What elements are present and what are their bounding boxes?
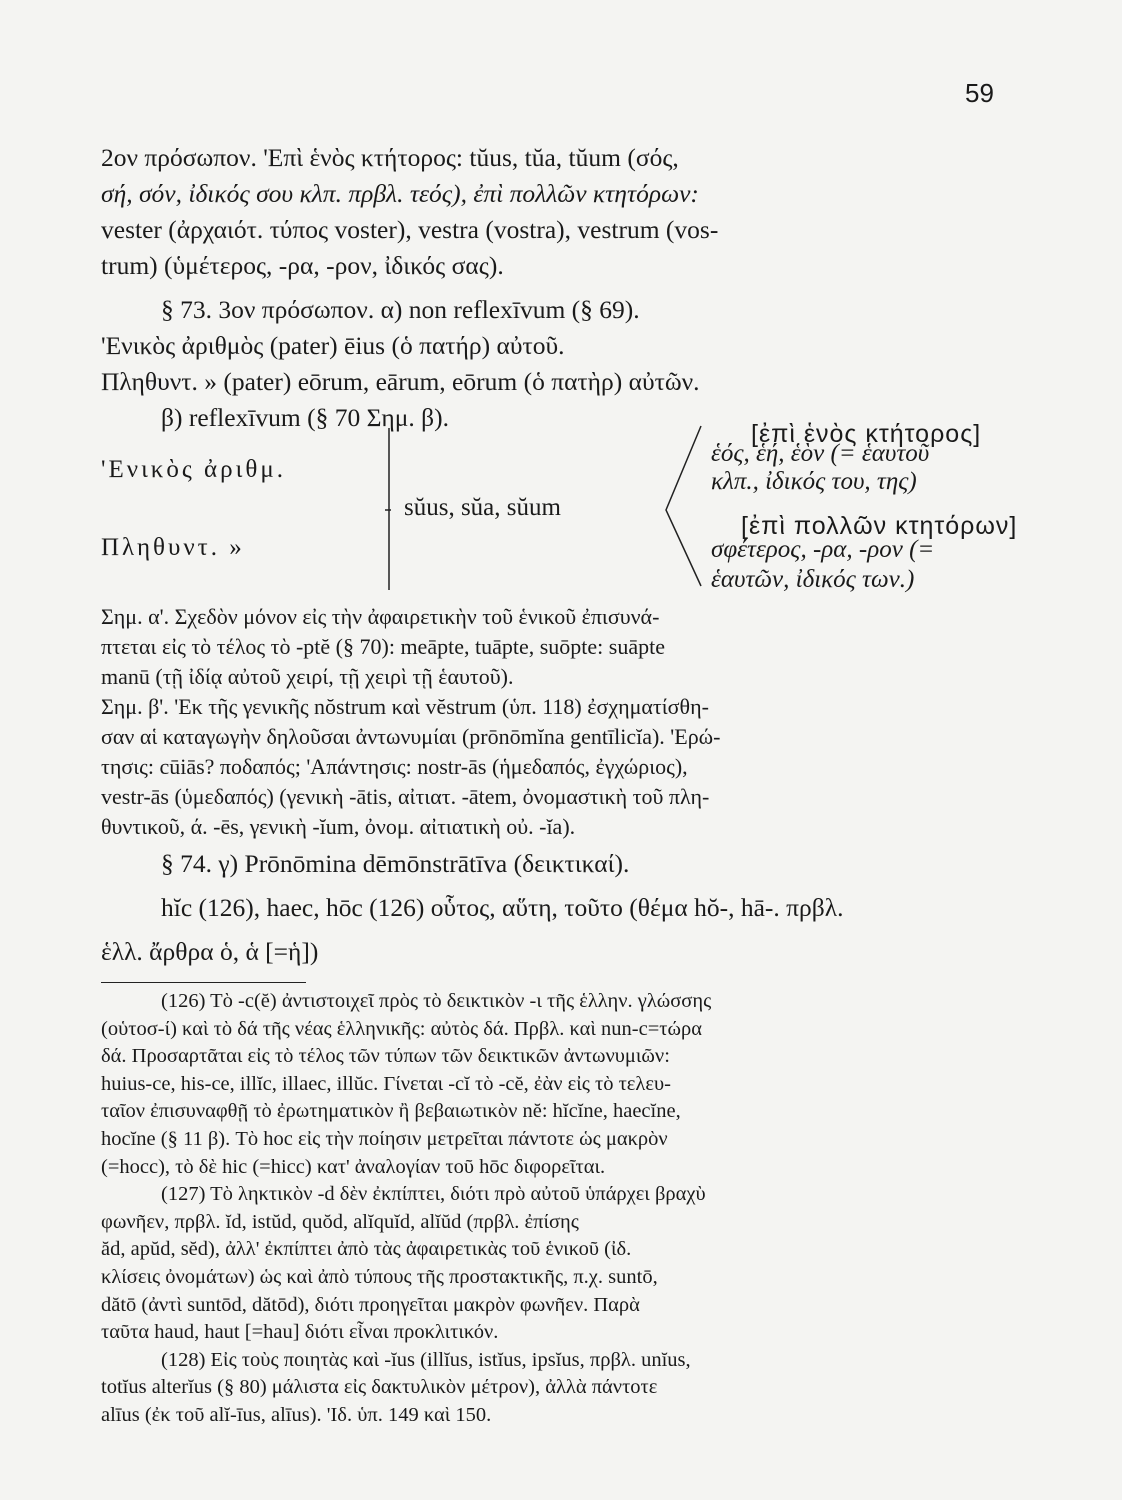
footnote-line: ταῦτα haud, haut [=hau] διότι εἶναι προκλιτικόν. [101,1321,499,1344]
footnote-line: totĭus alterĭus (§ 80) μάλιστα εἰς δακτυλικὸν μέτρον), ἀλλὰ πάντοτε [101,1376,658,1399]
sec74-block [101,842,1003,974]
footnote-line: huius-ce, his-ce, illĭc, illaec, illŭc. Γίνεται -cĭ τὸ -cĕ, ἐὰν εἰς τὸ τελευ- [101,1072,671,1095]
sec73-line: Πληθυντ. » (pater) eōrum, eārum, eōrum (ὁ πατὴρ) αὐτῶν. [101,367,700,396]
sec73-line: 'Ενικὸς ἀριθμὸς (pater) ēius (ὁ πατήρ) αὐτοῦ. [101,331,565,360]
note-line: Σημ. α'. Σχεδὸν μόνον εἰς τὴν ἀφαιρετικὴν τοῦ ἑνικοῦ ἐπισυνά- [101,604,660,629]
note-line: τησις: cūiās? ποδαπός; 'Απάντησις: nostr-ās (ἡμεδαπός, ἐγχώριος), [101,754,688,779]
footnote-line: alīus (ἐκ τοῦ alĭ-īus, alīus). 'Ιδ. ὑπ. 149 καὶ 150. [101,1403,492,1426]
note-line: θυντικοῦ, ά. -ēs, γενικὴ -ĭum, ὀνομ. αἰτιατικὴ οὐ. -ĭa). [101,814,576,839]
paradigm-form: ἑαυτῶν, ἰδικός των.) [711,566,915,593]
footnote-line: φωνῆεν, πρβλ. ĭd, istŭd, quŏd, alĭquĭd, alĭŭd (πρβλ. ἐπίσης [101,1210,579,1233]
notes-block [101,602,1003,842]
footnote-line: hocĭne (§ 11 β). Τὸ hoc εἰς τὴν ποίησιν μετρεῖται πάντοτε ὡς μακρὸν [101,1127,668,1150]
sec73-line: β) reflexīvum (§ 70 Σημ. β). [161,403,450,432]
paradigm-form: ἑός, ἑή, ἑὸν (= ἑαυτοῦ [711,440,930,467]
footnotes [101,988,1003,1430]
note-line: σαν αἱ καταγωγὴν δηλοῦσαι ἀντωνυμίαι (prōnōmĭna gentīlicĭa). 'Ερώ- [101,724,721,749]
footnote-line: κλίσεις ὀνομάτων) ὡς καὶ ἀπὸ τύπους τῆς προστακτικῆς, π.χ. suntō, [101,1265,658,1288]
paradigm-row-plural: Πληθυντ. » [101,534,245,561]
footnote-line: ταῖον ἐπισυναφθῇ τὸ ἐρωτηματικὸν ἢ βεβαιωτικὸν nĕ: hĭcĭne, haecĭne, [101,1100,681,1123]
footnote-line: (126) Τὸ -c(ĕ) ἀντιστοιχεῖ πρὸς τὸ δεικτικὸν -ι τῆς ἑλλην. γλώσσης [161,990,712,1012]
sec73-heading: § 73. 3ον πρόσωπον. α) non reflexīvum (§ 69). [161,295,640,324]
footnote-line: (127) Τὸ ληκτικὸν -d δὲν ἐκπίπτει, διότι πρὸ αὐτοῦ ὑπάρχει βραχὺ [161,1183,706,1206]
sec74-line: ἑλλ. ἄρθρα ὁ, ἁ [=ἡ]) [101,937,319,966]
footnote-line: (128) Εἰς τοὺς ποιητὰς καὶ -ĭus (illĭus, istĭus, ipsĭus, πρβλ. unĭus, [161,1348,691,1371]
paradigm-head: [ἐπὶ πολλῶν κτητόρων] [741,512,1018,540]
footnote-line: dătō (ἀντὶ suntōd, dătōd), διότι προηγεῖται μακρὸν φωνῆεν. Παρὰ [101,1293,640,1316]
footnote-line: (=hocc), τὸ δὲ hic (=hicc) κατ' ἀναλογίαν τοῦ hōc διφορεῖται. [101,1155,606,1178]
para1-line: vester (ἀρχαιότ. τύπος voster), vestra (vostra), vestrum (vos- [101,215,719,244]
note-line: manū (τῇ ἰδίᾳ αὐτοῦ χειρί, τῇ χειρὶ τῇ ἑαυτοῦ). [101,664,514,689]
footnote-line: δά. Προσαρτᾶται εἰς τὸ τέλος τῶν τύπων τῶν δεικτικῶν ἀντωνυμιῶν: [101,1045,670,1068]
para1-line: σή, σόν, ἰδικός σου κλπ. πρβλ. τεός), ἐπὶ πολλῶν κτητόρων: [101,179,699,208]
paradigm-form: σφέτερος, -ρα, -ρον (= [711,536,935,563]
footnote-line: ăd, apŭd, sĕd), ἀλλ' ἐκπίπτει ἀπὸ τὰς ἀφαιρετικὰς τοῦ ἑνικοῦ (ἰδ. [101,1238,632,1261]
para1-line: 2ον πρόσωπον. 'Επὶ ἑνὸς κτήτορος: tŭus, tŭa, tŭum (σός, [101,143,679,172]
paradigm-row-singular: 'Ενικὸς ἀριθμ. [101,456,286,483]
paradigm-table [101,418,1018,608]
paradigm-head: [ἐπὶ ἑνὸς κτήτορος] [751,420,982,448]
para1-line: trum) (ὑμέτερος, -ρα, -ρον, ἰδικός σας). [101,251,504,280]
page-number: 59 [965,78,994,108]
footnote-line: (οὑτοσ-ί) καὶ τὸ δά τῆς νέας ἑλληνικῆς: αὐτὸς δά. Πρβλ. καὶ nun-c=τώρα [101,1017,702,1040]
paradigm-center: sŭus, sŭa, sŭum [404,494,561,521]
note-line: vestr-ās (ὑμεδαπός) (γενικὴ -ātis, αἰτιατ. -ātem, ὀνομαστικὴ τοῦ πλη- [101,784,710,809]
footnote-rule [101,982,306,983]
sec74-line: hĭc (126), haec, hōc (126) οὗτος, αὕτη, τοῦτο (θέμα hŏ-, hā-. πρβλ. [161,893,844,922]
main-text [101,140,1003,436]
note-line: πτεται εἰς τὸ τέλος τὸ -ptĕ (§ 70): meāpte, tuāpte, suōpte: suāpte [101,634,665,659]
paradigm-form: κλπ., ἰδικός του, της) [711,468,917,495]
note-line: Σημ. β'. 'Εκ τῆς γενικῆς nŏstrum καὶ vĕstrum (ὑπ. 118) ἐσχηματίσθη- [101,694,709,719]
sec74-heading: § 74. γ) Prōnōmina dēmōnstrātīva (δεικτικαί). [161,849,630,878]
